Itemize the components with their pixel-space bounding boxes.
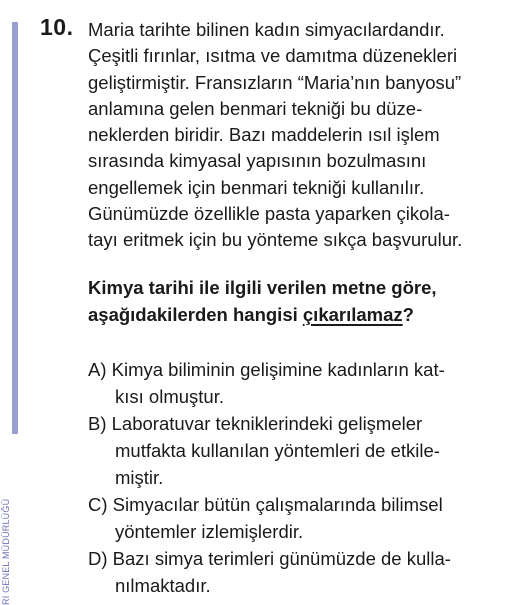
- stem-line-1: Kimya tarihi ile ilgili verilen metne göre,: [88, 277, 437, 298]
- option-a-line: A) Kimya biliminin gelişimine kadınların kat-: [88, 359, 445, 380]
- option-b-line: miştir.: [115, 467, 164, 488]
- option-a[interactable]: [88, 356, 520, 410]
- paragraph-line: Çeşitli fırınlar, ısıtma ve damıtma düzenekleri: [88, 45, 458, 67]
- paragraph-line: anlamına gelen benmari tekniği bu düze-: [88, 97, 423, 119]
- margin-accent-bar: [12, 22, 18, 434]
- question-stem: [88, 274, 520, 328]
- option-c[interactable]: [88, 491, 520, 545]
- stem-line-2: [88, 301, 520, 328]
- paragraph-line: Maria tarihte bilinen kadın simyacılardandır.: [88, 19, 445, 40]
- paragraph-line: neklerden biridir. Bazı maddelerin ısıl işlem: [88, 124, 440, 146]
- paragraph-line: sırasında kimyasal yapısının bozulmasını: [88, 150, 427, 172]
- question-paragraph: [88, 17, 520, 254]
- option-b-line: mutfakta kullanılan yöntemleri de etkile-: [115, 440, 440, 461]
- stem-prefix: aşağıdakilerden hangisi: [88, 304, 303, 325]
- option-a-line: kısı olmuştur.: [115, 386, 224, 407]
- stem-negation-underlined: çıkarılamaz: [302, 304, 403, 325]
- stem-suffix: ?: [402, 304, 414, 325]
- option-d[interactable]: [88, 545, 520, 599]
- option-d-line: nılmaktadır.: [115, 575, 211, 596]
- option-c-line: yöntemler izlemişlerdir.: [115, 521, 304, 542]
- option-b-line: B) Laboratuvar tekniklerindeki gelişmeler: [88, 413, 423, 434]
- paragraph-line: tayı eritmek için bu yönteme sıkça başvurulur.: [88, 229, 463, 251]
- option-b[interactable]: [88, 410, 520, 491]
- option-c-line: C) Simyacılar bütün çalışmalarında bilimsel: [88, 494, 443, 515]
- paragraph-line: geliştirmiştir. Fransızların “Maria’nın banyosu”: [88, 71, 462, 93]
- paragraph-line: engellemek için benmari tekniği kullanılır.: [88, 176, 425, 198]
- margin-label: RI GENEL MÜDÜRLÜĞÜ: [1, 498, 11, 605]
- question-number: 10.: [40, 14, 74, 40]
- paragraph-line: Günümüzde özellikle pasta yaparken çikola-: [88, 203, 450, 225]
- option-d-line: D) Bazı simya terimleri günümüzde de kulla-: [88, 548, 451, 569]
